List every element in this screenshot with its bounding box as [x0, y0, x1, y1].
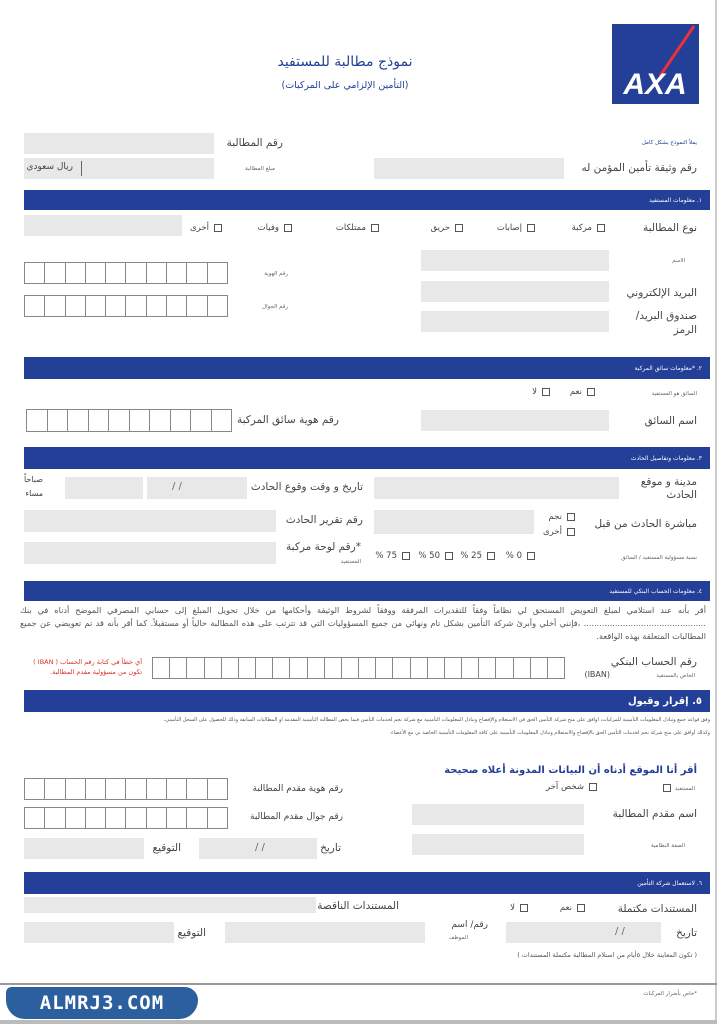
insurer-signature-label: التوقيع [177, 927, 206, 939]
section6-title: ٦. لاستعمال شركة التأمين [637, 879, 702, 887]
email-label: البريد الإلكتروني [626, 287, 697, 299]
axa-logo-icon [612, 24, 699, 104]
consent-line2: وكذلك أوافق على منح شركة نجم لخدمات التأمين الحق بالإفصاح والاستعلام وتبادل المعلومات التأمينية على كافة المعلومات التأمينية الخاصة بي مع الأعضاء. [389, 730, 710, 736]
mobile-number-boxes[interactable] [24, 295, 228, 317]
checkbox[interactable] [567, 513, 575, 521]
driver-name-field[interactable] [421, 410, 609, 431]
checkbox[interactable] [487, 552, 495, 560]
handled-by-other[interactable]: أخرى [543, 527, 575, 537]
driver-beneficiary-yes[interactable]: نعم [570, 387, 595, 397]
claimant-id-label: رقم هوية مقدم المطالبة [252, 784, 343, 794]
claimant-name-label: اسم مقدم المطالبة [612, 808, 697, 820]
id-number-boxes[interactable] [24, 262, 228, 284]
checkbox[interactable] [577, 904, 585, 912]
plate-sublabel: المستفيد [340, 559, 361, 565]
consent-line1: وفق قواعد جمع وتبادل المعلومات التأمينية للمركبات، اوافق على منح شركة التأمين الحق في الاستعلام والإفصاح وتبادل المعلومات التأمينية مع شركة نجم لخدمات التأمين فيما يخص المطالبة التأمينية المقدمة او المطالبات السابقة وذلك للحصول على السجل التأميني، [163, 717, 710, 723]
section4-title: ٤. معلومات الحساب البنكي للمستفيد [609, 587, 702, 595]
claimant-mobile-label: رقم جوال مقدم المطالبة [250, 812, 343, 822]
liability-0[interactable]: 0 % [506, 551, 535, 561]
checkbox[interactable] [597, 224, 605, 232]
claimant-date-slashes: / / [255, 842, 265, 853]
checkbox[interactable] [527, 552, 535, 560]
bottom-edge [0, 1020, 717, 1024]
am-label: صباحاً [23, 475, 43, 484]
checkbox[interactable] [445, 552, 453, 560]
liability-75[interactable]: 75 % [375, 551, 410, 561]
driver-id-label: رقم هوية سائق المركبة [236, 414, 339, 426]
pobox-label: صندوق البريد/ الرمز [635, 310, 697, 336]
checkbox[interactable] [214, 224, 222, 232]
docs-complete-label: المستندات مكتملة [617, 903, 697, 915]
inspection-note: ( تكون المعاينة خلال ٥أيام من استلام المطالبة مكتملة المستندات ) [517, 951, 697, 959]
footnote: *خاص بأضرار المركبات [643, 991, 697, 997]
section4-header [24, 581, 710, 601]
svg-text:AXA: AXA [623, 68, 687, 101]
liability-25[interactable]: 25 % [460, 551, 495, 561]
handled-by-najm[interactable]: نجم [548, 512, 575, 522]
claim-type-injuries[interactable]: إصابات [497, 223, 535, 233]
claimant-date-label: تاريخ [320, 842, 341, 854]
name-field[interactable] [421, 250, 609, 271]
handled-by-field[interactable] [374, 510, 534, 534]
checkbox[interactable] [587, 388, 595, 396]
section5-header [24, 690, 710, 712]
claim-type-property[interactable]: ممتلكات [336, 223, 379, 233]
section3-title: ٣. معلومات وتفاصيل الحادث [630, 454, 702, 462]
checkbox[interactable] [527, 224, 535, 232]
datetime-label: تاريخ و وقت وقوع الحادث [250, 481, 363, 493]
docs-complete-yes[interactable]: نعم [560, 903, 585, 913]
accident-time-field[interactable] [65, 477, 143, 499]
employee-label: رقم/ اسم [451, 920, 488, 930]
claim-type-vehicle[interactable]: مركبة [572, 223, 605, 233]
section2-title: ٢. *معلومات سائق المركبة [634, 364, 702, 372]
insurer-date-field[interactable] [506, 922, 661, 943]
claimant-signature-label: التوقيع [152, 842, 181, 854]
checkbox[interactable] [284, 224, 292, 232]
driver-beneficiary-no[interactable]: لا [532, 387, 550, 397]
section5-title: ٥. إقرار وقبول [627, 695, 702, 707]
claim-amount-label: مبلغ المطالبة [245, 166, 275, 172]
employee-field[interactable] [225, 922, 425, 943]
handled-by-label: مباشرة الحادث من قبل [594, 518, 697, 530]
section6-header [24, 872, 710, 894]
checkbox[interactable] [371, 224, 379, 232]
insurer-signature-field[interactable] [24, 922, 174, 943]
iban-warning-line2: تكون من مسؤولية مقدم المطالبة. [50, 668, 142, 676]
plate-label: *رقم لوحة مركبة [286, 541, 361, 553]
mobile-number-label: رقم الجوال [262, 304, 288, 310]
beneficiary-option-label: المستفيد [674, 786, 695, 792]
claim-number-label: رقم المطالبة [226, 137, 283, 149]
checkbox[interactable] [589, 783, 597, 791]
claim-type-fire[interactable]: حريق [431, 223, 463, 233]
liability-50[interactable]: 50 % [418, 551, 453, 561]
employee-sublabel: الموظف [448, 935, 468, 941]
missing-docs-label: المستندات الناقصة [317, 900, 399, 912]
fill-note: يملأ النموذج بشكل كامل [641, 140, 697, 146]
claim-type-other-field[interactable] [24, 215, 182, 236]
legal-capacity-field[interactable] [412, 834, 584, 855]
checkbox[interactable] [567, 528, 575, 536]
accident-date-field[interactable] [147, 477, 247, 499]
legal-capacity-label: الصفة النظامية [650, 843, 685, 849]
report-number-label: رقم تقرير الحادث [285, 514, 363, 526]
email-field[interactable] [421, 281, 609, 302]
claim-type-label: نوع المطالبة [643, 222, 697, 234]
policy-number-label: رقم وثيقة تأمين المؤمن له [581, 162, 697, 174]
id-number-label: رقم الهوية [264, 271, 288, 277]
checkbox[interactable] [520, 904, 528, 912]
insurer-date-slashes: / / [615, 926, 625, 937]
iban-boxes[interactable] [152, 657, 565, 679]
confirm-heading: أقر أنا الموقع أدناه أن البيانات المدونة أعلاه صحيحة [444, 765, 697, 776]
iban-sublabel: الخاص بالمستفيد [656, 673, 695, 679]
city-location-field[interactable] [374, 477, 619, 499]
city-location-label: مدينة و موقع الحادث [640, 476, 697, 501]
page-subtitle: (التأمين الإلزامي على المركبات) [281, 80, 409, 91]
iban-label: رقم الحساب البنكي [610, 656, 697, 668]
watermark-text: ALMRJ3.COM [39, 992, 165, 1014]
section1-title: ١. معلومات المستفيد [649, 196, 702, 204]
footer-divider [0, 983, 717, 985]
axa-logo [612, 24, 699, 104]
beneficiary-checkbox[interactable] [663, 784, 671, 792]
driver-id-boxes[interactable] [26, 409, 232, 432]
plate-number-field[interactable] [24, 542, 276, 564]
iban-warning-line1: أي خطأ في كتابة رقم الحساب ( IBAN ) [33, 658, 142, 666]
insurer-date-label: تاريخ [676, 927, 697, 939]
accident-date-slashes: / / [172, 481, 182, 492]
docs-complete-no[interactable]: لا [510, 903, 528, 913]
liability-label: نسبة مسؤولية المستفيد / السائق [621, 555, 697, 561]
checkbox[interactable] [402, 552, 410, 560]
currency-divider [81, 161, 82, 176]
page-title: نموذج مطالبة للمستفيد [277, 54, 413, 70]
other-person-option[interactable]: شخص آخر [546, 782, 597, 792]
policy-number-field[interactable] [374, 158, 564, 179]
checkbox[interactable] [542, 388, 550, 396]
claim-type-deaths[interactable]: وفيات [258, 223, 292, 233]
currency-label: ريال سعودي [26, 162, 73, 172]
checkbox[interactable] [455, 224, 463, 232]
claim-type-other[interactable]: أخرى [190, 223, 222, 233]
driver-name-label: اسم السائق [644, 415, 697, 427]
section3-header [24, 447, 710, 469]
claimant-name-field[interactable] [412, 804, 584, 825]
claimant-id-boxes[interactable] [24, 778, 228, 800]
claimant-signature-field[interactable] [24, 838, 144, 859]
report-number-field[interactable] [24, 510, 276, 532]
iban-code: (IBAN) [584, 670, 610, 679]
driver-is-beneficiary-label: السائق هو المستفيد [651, 391, 697, 397]
name-label: الاسم [672, 258, 685, 264]
claimant-mobile-boxes[interactable] [24, 807, 228, 829]
section2-header [24, 357, 710, 379]
section1-header [24, 190, 710, 210]
watermark-badge [6, 987, 198, 1019]
bank-declaration-text: أقر بأنه عند استلامي لمبلغ التعويض المستحق لي نظاماً وفقاً للتقديرات المرفقة ووفقاً لشروط الوثيقة وأحكامها من خلال تحويل المبلغ إلى حسابي المصرفي الموضح أدناه في بنك ............................................... ،فإنني أخلي وأبرئ شركة التأمين بشكل تام ونهائي من جميع المسؤوليات التي قد تترتب على هذه المطالبة حالياً أو مستقبلاً. كما أقر بأنه قد تم تعويضي عن جميع المطالبات المتعلقة بهذه الواقعة. [20, 605, 706, 641]
claim-number-field[interactable] [24, 133, 214, 154]
missing-docs-field[interactable] [24, 897, 316, 913]
pobox-field[interactable] [421, 311, 609, 332]
pm-label: مساء [25, 489, 43, 498]
